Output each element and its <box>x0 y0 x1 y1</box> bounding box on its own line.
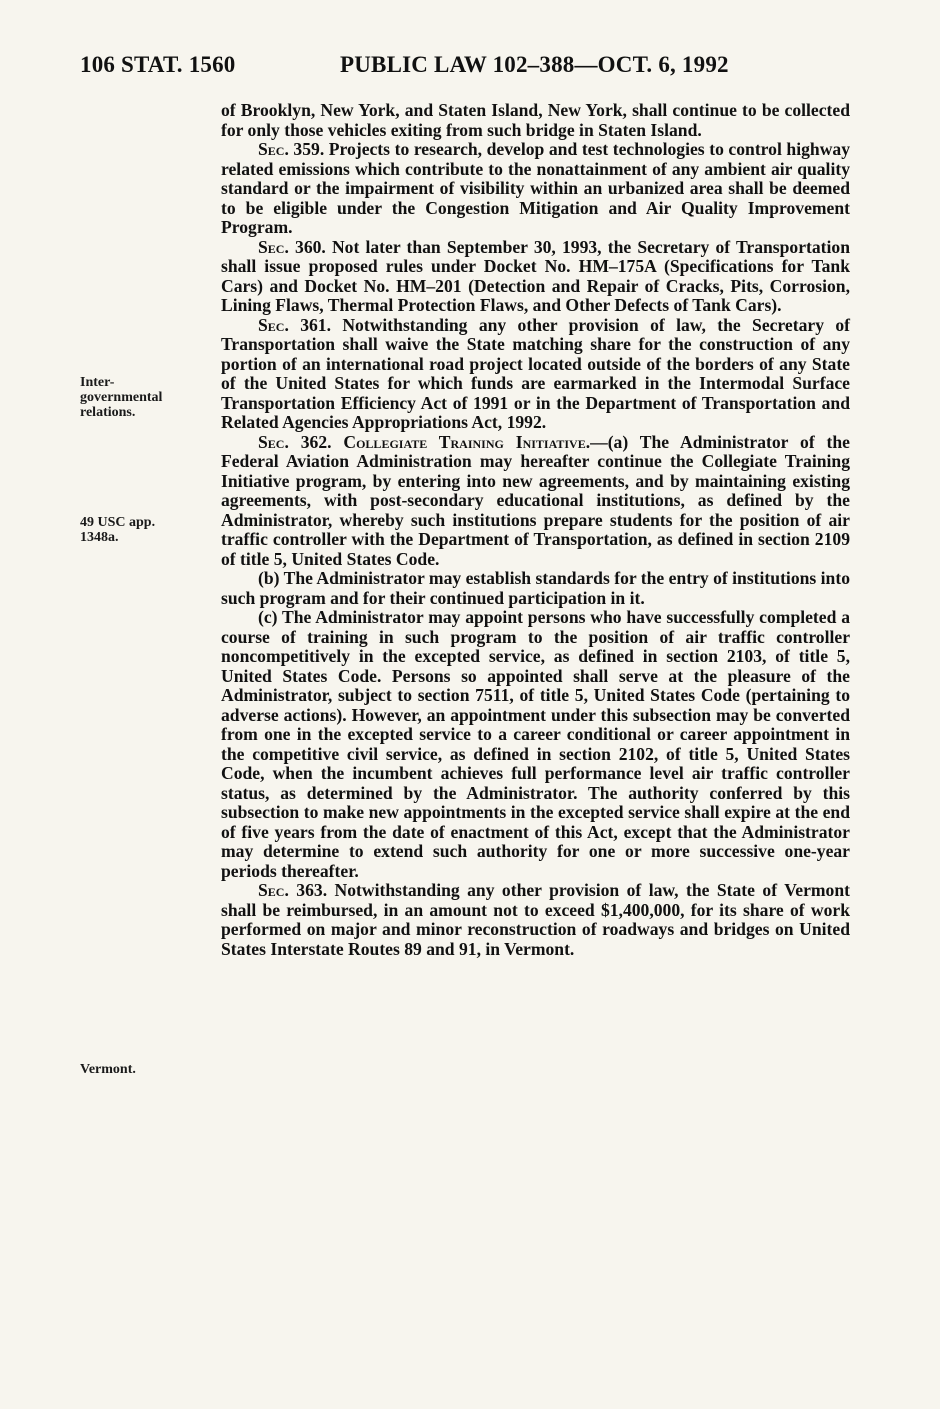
margin-note-line: Inter- <box>80 375 115 390</box>
section-361 <box>221 316 850 433</box>
margin-note-line: 1348a. <box>80 530 119 545</box>
section-text: 359. Projects to research, develop and test technologies to control highway related emissions which contribute to the nonattainment of any ambient air quality standard or the impairment of visibility within an urbanized area shall be deemed to be eligible under the Congestion Mitigation and Air Quality Improvement Program. <box>221 139 850 237</box>
section-label: Sec. <box>258 236 289 257</box>
section-label: Sec. <box>258 139 289 159</box>
section-text: 361. Notwithstanding any other provision of law, the Secretary of Transportation shall waive the State matching share for the construction of any portion of an international road project located outside of the borders of any State of the United States for which funds are earmarked in the Intermodal Surface Transportation Efficiency Act of 1991 or in the Department of Transportation and Related Agencies Appropriations Act, 1992. <box>221 314 850 432</box>
section-label: Sec. <box>258 431 289 452</box>
subsection-b: (b) The Administrator may establish standards for the entry of institutions into such program and for their continued participation in it. <box>221 568 850 608</box>
margin-note-intergovernmental <box>80 375 200 420</box>
subsection-c: (c) The Administrator may appoint persons who have successfully completed a course of training in such program to the position of air traffic controller noncompetitively in the excepted service, as defined in section 2103, of title 5, United States Code. Persons so appointed shall serve at the pleasure of the Administrator, subject to section 7511, of title 5, United States Code (pertaining to adverse actions). However, an appointment under this subsection may be converted from one in the excepted service to a career conditional or career appointment in the competitive civil service, as defined in section 2102, of title 5, United States Code, when the incumbent achieves full performance level air traffic controller status, as determined by the Administrator. The authority conferred by this subsection to make new appointments in the excepted service shall expire at the end of five years from the date of enactment of this Act, except that the Administrator may determine to extend such authority for one or more successive one-year periods thereafter. <box>221 607 850 881</box>
margin-note-line: relations. <box>80 405 136 420</box>
section-label: Sec. <box>258 880 289 900</box>
section-text: .—(a) The Administrator of the Federal Aviation Administration may hereafter continue the Collegiate Training Initiative program, by entering into new agreements, and by maintaining existing agreements, with post-secondary educational institutions, as defined by the Administrator, whereby such institutions prepare students for the position of air traffic controller with the Department of Transportation, as defined in section 2109 of title 5, United States Code. <box>221 431 850 569</box>
body-text <box>221 101 850 959</box>
margin-note-line: 49 USC app. <box>80 515 156 530</box>
margin-note-usc <box>80 515 200 545</box>
section-359 <box>221 140 850 238</box>
section-363 <box>221 881 850 959</box>
stat-citation: 106 STAT. 1560 <box>80 52 236 77</box>
section-362 <box>221 433 850 570</box>
section-text: 360. Not later than September 30, 1993, the Secretary of Transportation shall issue proposed rules under Docket No. HM–175A (Specifications for Tank Cars) and Docket No. HM–201 (Detection and Repair of Cracks, Pits, Corrosion, Lining Flaws, Thermal Protection Flaws, and Other Defects of Tank Cars). <box>221 236 850 315</box>
paragraph-continuation: of Brooklyn, New York, and Staten Island, New York, shall continue to be collected for only those vehicles exiting from such bridge in Staten Island. <box>221 100 850 140</box>
section-360 <box>221 238 850 316</box>
section-text: 363. Notwithstanding any other provision of law, the State of Vermont shall be reimbursed, in an amount not to exceed $1,400,000, for its share of work performed on major and minor reconstruction of roadways and bridges on United States Interstate Routes 89 and 91, in Vermont. <box>221 880 850 959</box>
section-number: 362. <box>288 431 344 452</box>
section-heading: Collegiate Training Initiative <box>343 431 586 452</box>
margin-note-vermont <box>80 1062 200 1077</box>
section-label: Sec. <box>258 314 289 335</box>
margin-note-line: Vermont. <box>80 1062 136 1077</box>
law-title: PUBLIC LAW 102–388—OCT. 6, 1992 <box>340 52 729 77</box>
margin-note-line: governmental <box>80 390 163 405</box>
